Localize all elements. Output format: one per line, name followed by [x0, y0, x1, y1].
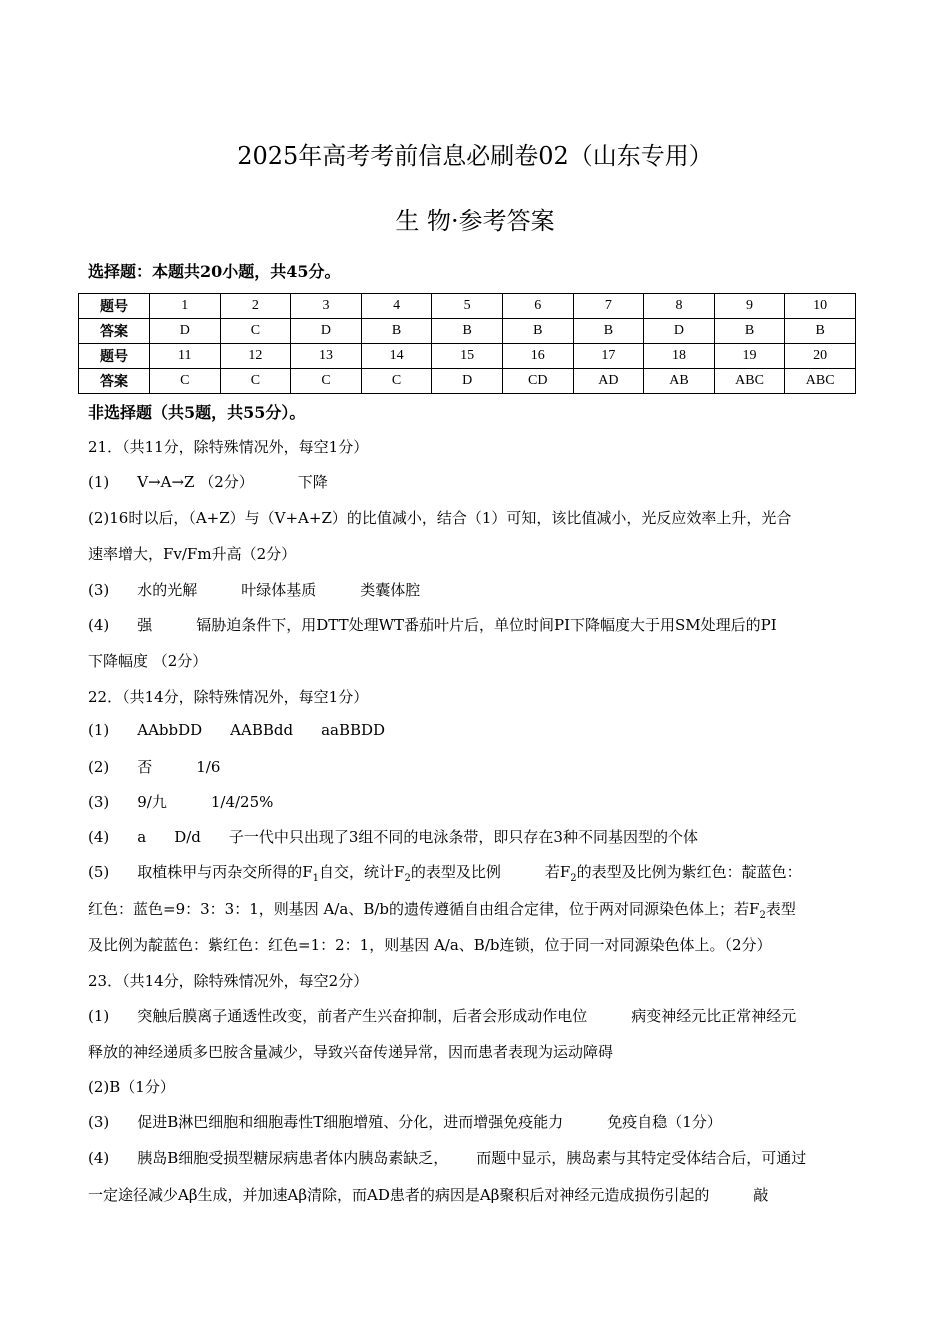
question-number: 1	[150, 294, 221, 319]
q23-part3: (3) 促进B淋巴细胞和细胞毒性T细胞增殖、分化，进而增强免疫能力 免疫自稳（1分）	[88, 1113, 722, 1131]
question-number: 4	[361, 294, 432, 319]
answer-cell: B	[502, 319, 573, 344]
answer-cell: C	[220, 319, 291, 344]
choice-section-heading: 选择题：本题共20小题，共45分。	[88, 262, 341, 281]
q23-part1-line1: (1) 突触后膜离子通透性改变，前者产生兴奋抑制，后者会形成动作电位 病变神经元比正常神经元	[88, 1007, 797, 1025]
q22-part4: (4) a D/d 子一代中只出现了3组不同的电泳条带，即只存在3种不同基因型的个体	[88, 828, 698, 846]
question-number: 3	[291, 294, 362, 319]
q22-part1: (1) AAbbDD AABBdd aaBBDD	[88, 721, 386, 739]
q21-part3: (3) 水的光解 叶绿体基质 类囊体腔	[88, 581, 421, 599]
q23-part4-line2: 一定途径减少Aβ生成，并加速Aβ清除，而AD患者的病因是Aβ聚积后对神经元造成损伤引起的 敲	[88, 1186, 769, 1204]
page-title: 2025年高考考前信息必刷卷02（山东专用）	[237, 142, 713, 170]
answer-cell: D	[432, 369, 503, 394]
row-header: 答案	[79, 369, 150, 394]
answer-cell: B	[573, 319, 644, 344]
q22-part5-line1: (5) 取植株甲与丙杂交所得的$F_1$自交，统计$F_2$的表型及比例 若$F_2$的表型及比例为紫红色：靛蓝色：	[88, 863, 802, 884]
question-number: 2	[220, 294, 291, 319]
q23-part1-line2: 释放的神经递质多巴胺含量减少，导致兴奋传递异常，因而患者表现为运动障碍	[88, 1043, 614, 1061]
answer-cell: D	[291, 319, 362, 344]
question-number: 5	[432, 294, 503, 319]
page-subtitle: 生 物·参考答案	[395, 207, 555, 235]
q21-part4-line2: 下降幅度 （2分）	[88, 652, 208, 670]
question-number: 11	[150, 344, 221, 369]
question-number: 20	[785, 344, 856, 369]
question-number: 14	[361, 344, 432, 369]
table-row	[79, 319, 856, 344]
q22-part5-line2: 红色：蓝色=9：3：3：1，则基因 A/a、B/b的遗传遵循自由组合定律，位于两对同源染色体上；若$F_2$表型	[88, 900, 796, 921]
row-header: 题号	[79, 294, 150, 319]
question-number: 18	[644, 344, 715, 369]
answer-cell: D	[644, 319, 715, 344]
q22-part3: (3) 9/九 1/4/25%	[88, 793, 274, 811]
question-number: 19	[714, 344, 785, 369]
answer-cell: ABC	[785, 369, 856, 394]
answer-cell: AB	[644, 369, 715, 394]
answer-cell: CD	[502, 369, 573, 394]
answer-cell: D	[150, 319, 221, 344]
question-number: 17	[573, 344, 644, 369]
table-row	[79, 294, 856, 319]
nonchoice-section-heading: 非选择题（共5题，共55分）。	[88, 403, 306, 422]
question-number: 6	[502, 294, 573, 319]
row-header: 题号	[79, 344, 150, 369]
question-number: 10	[785, 294, 856, 319]
answer-cell: C	[291, 369, 362, 394]
q21-part2-line1: (2)16时以后，（A+Z）与（V+A+Z）的比值减小，结合（1）可知，该比值减小，光反应效率上升，光合	[88, 509, 792, 527]
answer-cell: B	[714, 319, 785, 344]
answer-cell: ABC	[714, 369, 785, 394]
q22-part5-line3: 及比例为靛蓝色：紫红色：红色=1：2：1，则基因 A/a、B/b连锁，位于同一对同源染色体上。（2分）	[88, 936, 772, 954]
table-row	[79, 369, 856, 394]
q21-part2-line2: 速率增大，Fv/Fm升高（2分）	[88, 545, 297, 563]
question-21-heading: 21．（共11分，除特殊情况外，每空1分）	[88, 438, 369, 456]
answer-cell: C	[361, 369, 432, 394]
q22-part2: (2) 否 1/6	[88, 758, 221, 776]
q23-part2: (2)B（1分）	[88, 1078, 175, 1096]
answer-cell: B	[432, 319, 503, 344]
question-number: 8	[644, 294, 715, 319]
question-number: 12	[220, 344, 291, 369]
q21-part4-line1: (4) 强 镉胁迫条件下，用DTT处理WT番茄叶片后，单位时间PI下降幅度大于用SM处理后的PI	[88, 616, 777, 634]
answer-cell: B	[785, 319, 856, 344]
question-number: 15	[432, 344, 503, 369]
question-number: 16	[502, 344, 573, 369]
question-23-heading: 23．（共14分，除特殊情况外，每空2分）	[88, 972, 369, 990]
table-row	[79, 344, 856, 369]
question-number: 9	[714, 294, 785, 319]
row-header: 答案	[79, 319, 150, 344]
answer-cell: C	[220, 369, 291, 394]
q21-part1: (1) V→A→Z （2分） 下降	[88, 473, 328, 491]
question-number: 13	[291, 344, 362, 369]
q23-part4-line1: (4) 胰岛B细胞受损型糖尿病患者体内胰岛素缺乏， 而题中显示，胰岛素与其特定受体结合后，可通过	[88, 1149, 807, 1167]
answer-cell: AD	[573, 369, 644, 394]
question-number: 7	[573, 294, 644, 319]
answer-cell: C	[150, 369, 221, 394]
answer-table	[78, 293, 856, 394]
answer-cell: B	[361, 319, 432, 344]
question-22-heading: 22．（共14分，除特殊情况外，每空1分）	[88, 688, 369, 706]
